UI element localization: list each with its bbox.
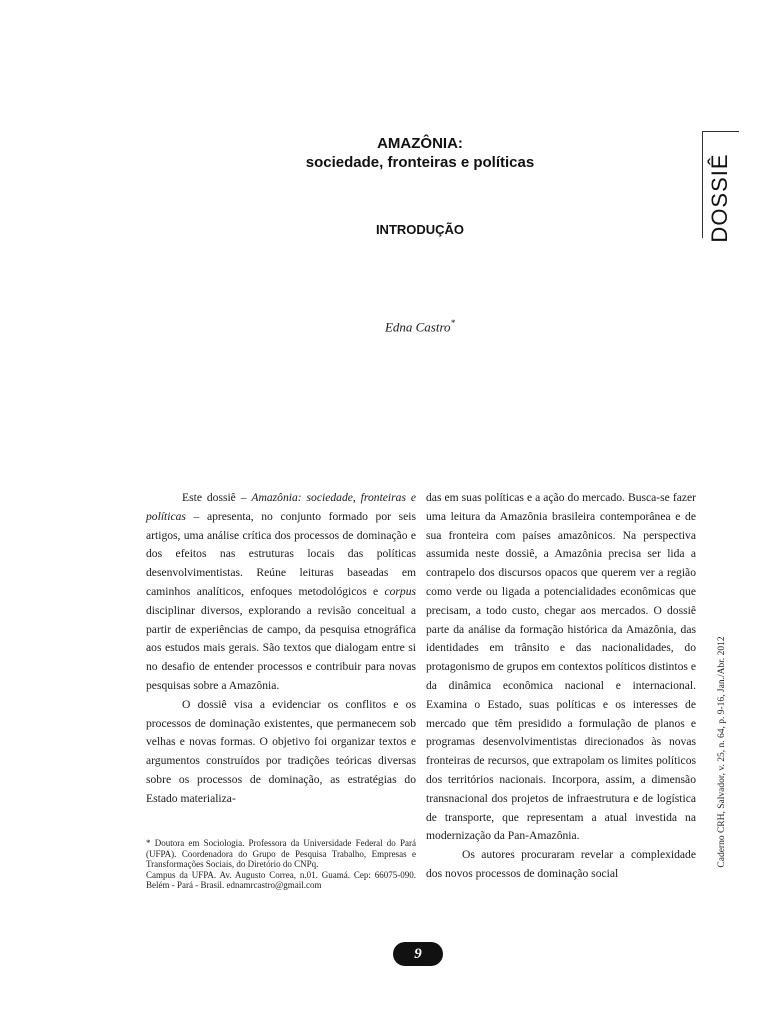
left-p1-start: Este dossiê – — [182, 491, 252, 504]
left-p1-title-em: Amazônia: sociedade, fronteiras e políticas — [146, 491, 417, 523]
journal-citation: Caderno CRH, Salvador, v. 25, n. 64, p. 9-16, Jan./Abr. 2012 — [717, 636, 727, 868]
right-column — [426, 489, 696, 884]
author-name-text: Edna Castro — [384, 319, 451, 335]
left-p1-mid: – apresenta, no conjunto formado por seis artigos, uma análise crítica dos processos de dominação e dos efeitos nas estruturas locais das políticas desenvolvimentistas. Reúne leituras baseadas em caminhos analíticos, enfoques metodológicos e — [146, 509, 416, 598]
author-name — [320, 318, 520, 335]
page-number: 9 — [393, 942, 443, 966]
right-paragraph-1: das em suas políticas e a ação do mercado. Busca-se fazer uma leitura da Amazônia brasileira contemporânea e de sua fronteira com países amazônicos. Na perspectiva assumida neste dossiê, a Amazônia precisa ser lida a contrapelo dos discursos opacos que querem ver a região como verde ou ligada a potencialidades econômicas que precisam, a todo custo, chegar aos mercados. O dossiê parte da análise da formação histórica da Amazônia, das identidades em trânsito e das nacionalidades, do protagonismo de grupos em contextos políticos distintos e da dinâmica econômica nacional e internacional. Examina o Estado, suas políticas e os interesses de mercado que têm presidido a formulação de planos e programas desenvolvimentistas direcionados às novas fronteiras de recursos, que extrapolam os limites políticos dos territórios nacionais. Incorpora, assim, a dimensão transnacional dos projetos de infraestrutura e de logística de transporte, que representam a atual investida na modernização da Pan-Amazônia. — [426, 491, 696, 843]
footnote-address: Campus da UFPA. Av. Augusto Correa, n.01. Guamá. Cep: 66075-090. Belém - Pará - Brasil. ednamrcastro@gmail.com — [146, 869, 416, 890]
left-paragraph-2: O dossiê visa a evidenciar os conflitos e os processos de dominação existentes, que permanecem sob velhas e novas formas. O objetivo foi organizar textos e argumentos construídos por tradições teóricas diversas sobre os processos de dominação, as estratégias do Estado materializa- — [146, 697, 416, 805]
footnote-affiliation: * Doutora em Sociologia. Professora da Universidade Federal do Pará (UFPA). Coordenadora do Grupo de Pesquisa Trabalho, Empresas e Transformações Sociais, do Diretório do CNPq. — [146, 838, 416, 869]
left-p1-end: disciplinar diversos, explorando a revisão conceitual a partir de experiências de campo, da pesquisa etnográfica aos estudos mais gerais. São textos que dialogam entre si no desafio de entender processos e contribuir para novas pesquisas sobre a Amazônia. — [146, 603, 416, 692]
right-paragraph-2: Os autores procuraram revelar a complexidade dos novos processos de dominação social — [426, 848, 696, 880]
left-paragraph-1 — [146, 489, 416, 696]
article-subtitle: sociedade, fronteiras e políticas — [305, 154, 535, 171]
article-title: AMAZÔNIA: — [377, 135, 463, 152]
left-column — [146, 489, 416, 809]
section-heading: INTRODUÇÃO — [375, 222, 465, 237]
author-footnote — [146, 838, 416, 891]
left-p1-corpus-em: corpus — [384, 584, 416, 598]
author-footnote-mark: * — [450, 318, 456, 328]
dossie-tab-label: DOSSIÊ — [707, 153, 732, 243]
article-title-block — [270, 134, 570, 172]
